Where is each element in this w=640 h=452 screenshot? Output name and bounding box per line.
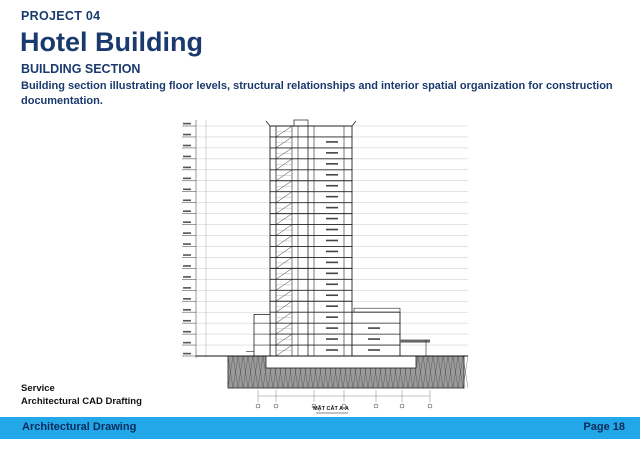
level-marker <box>183 265 191 267</box>
room-label-mark <box>326 163 338 165</box>
axis-bubble <box>374 404 378 408</box>
ground-hatch <box>196 356 468 388</box>
level-marker <box>183 353 191 355</box>
podium-roof-rail <box>354 308 400 312</box>
level-marker <box>183 123 191 125</box>
level-marker <box>183 210 191 212</box>
room-label-mark <box>326 207 338 209</box>
room-label-mark <box>368 349 380 351</box>
level-marker <box>183 320 191 322</box>
axis-bubble <box>428 404 432 408</box>
section-description: Building section illustrating floor levels, structural relationships and interior spatial organization for construction documentation. <box>21 80 613 107</box>
service-label: Service <box>21 383 55 394</box>
level-marker <box>183 276 191 278</box>
level-marker <box>183 309 191 311</box>
level-marker <box>183 298 191 300</box>
footer-bar <box>0 417 640 439</box>
level-marker <box>183 167 191 169</box>
room-label-mark <box>326 229 338 231</box>
room-label-mark <box>368 327 380 329</box>
room-label-mark <box>326 152 338 154</box>
level-marker <box>183 221 191 223</box>
tower-block <box>266 120 356 356</box>
level-marker <box>183 232 191 234</box>
level-marker <box>183 189 191 191</box>
page-title: Hotel Building <box>20 27 203 57</box>
building-section-drawing <box>176 102 468 420</box>
level-marker <box>183 145 191 147</box>
axis-bubble <box>256 404 260 408</box>
service-value: Architectural CAD Drafting <box>21 396 142 407</box>
axis-bubble <box>400 404 404 408</box>
project-label: PROJECT 04 <box>21 9 101 23</box>
entrance-canopy <box>400 340 430 343</box>
page-number: Page 18 <box>583 421 625 433</box>
room-label-mark <box>326 196 338 198</box>
level-marker <box>183 342 191 344</box>
room-label-mark <box>326 294 338 296</box>
room-label-mark <box>326 283 338 285</box>
room-label-mark <box>326 316 338 318</box>
level-marker <box>183 254 191 256</box>
drawing-caption: MẶT CẮT A-A <box>313 406 349 412</box>
room-label-mark <box>326 273 338 275</box>
room-label-mark <box>326 174 338 176</box>
level-marker <box>183 287 191 289</box>
room-label-mark <box>326 338 338 340</box>
level-marker <box>183 178 191 180</box>
footer-left-label: Architectural Drawing <box>22 421 137 433</box>
roof-parapet <box>266 121 356 126</box>
room-label-mark <box>326 141 338 143</box>
axis-bubble <box>274 404 278 408</box>
room-label-mark <box>326 349 338 351</box>
level-marker <box>183 199 191 201</box>
section-heading: BUILDING SECTION <box>21 62 141 76</box>
room-label-mark <box>326 262 338 264</box>
room-label-mark <box>368 338 380 340</box>
service-block <box>21 382 142 408</box>
room-label-mark <box>326 240 338 242</box>
room-label-mark <box>326 185 338 187</box>
level-marker <box>183 331 191 333</box>
roof-stair-head <box>294 120 308 126</box>
room-label-mark <box>326 218 338 220</box>
level-marker <box>183 156 191 158</box>
basement-space <box>266 356 416 368</box>
annex-outline <box>254 314 270 356</box>
room-label-mark <box>326 251 338 253</box>
level-marker <box>183 134 191 136</box>
room-label-mark <box>326 305 338 307</box>
level-marker <box>183 243 191 245</box>
room-label-mark <box>326 327 338 329</box>
